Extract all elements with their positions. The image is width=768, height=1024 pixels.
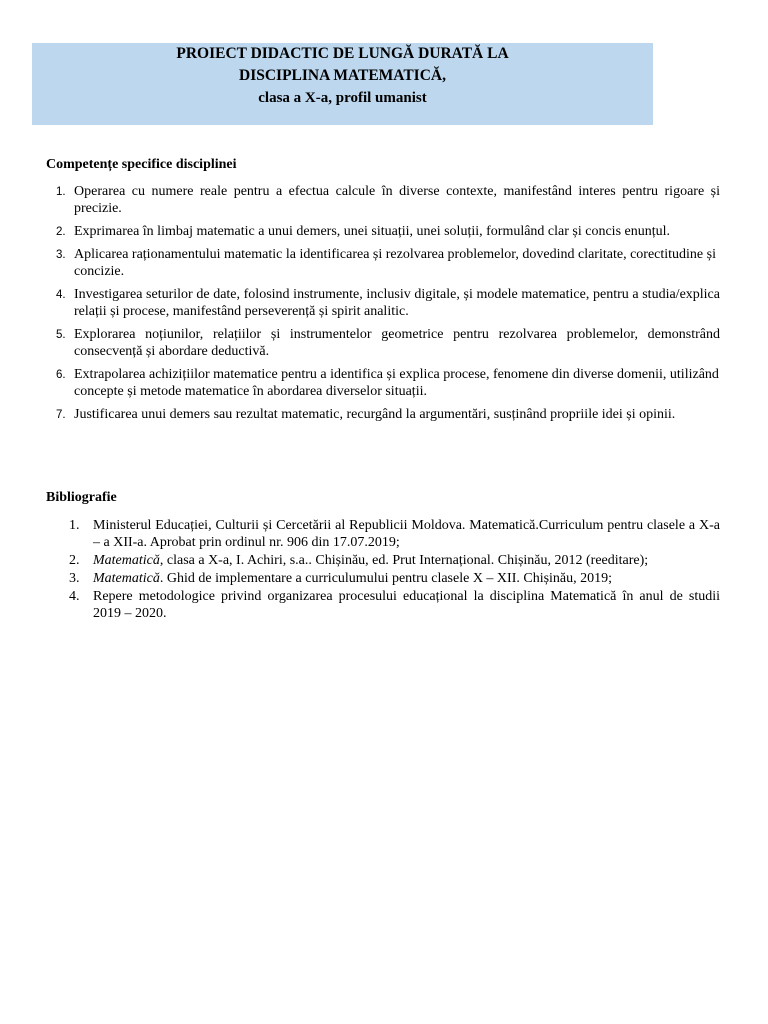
list-item-text: Ministerul Educației, Culturii și Cercetării al Republicii Moldova. Matematică.Curriculum pentru clasele a X-a – a XII-a. Aprobat prin ordinul nr. 906 din 17.07.2019;: [93, 518, 720, 550]
title-banner: [32, 43, 653, 125]
document-title-line-1: PROIECT DIDACTIC DE LUNGĂ DURATĂ LA: [176, 45, 509, 62]
list-item-number: 4.: [56, 289, 66, 301]
list-item: [46, 286, 720, 320]
list-item-text: Extrapolarea achizițiilor matematice pentru a identifica și explica procese, fenomene din diverse domenii, utilizând concepte și metode matematice în abordarea diverselor situații.: [74, 367, 719, 399]
list-item-number: 6.: [56, 369, 66, 381]
list-item-text: Investigarea seturilor de date, folosind instrumente, inclusiv digitale, și modele matematice, pentru a studia/explica relații și procese, manifestând perseverență și spirit analitic.: [74, 287, 720, 319]
list-item: [46, 366, 720, 400]
list-item-text: , clasa a X-a, I. Achiri, s.a.. Chișinău, ed. Prut Internațional. Chișinău, 2012 (reeditare);: [159, 553, 649, 568]
list-item-number: 2.: [56, 226, 66, 238]
list-item: [46, 223, 720, 240]
document-subtitle: clasa a X-a, profil umanist: [258, 90, 427, 106]
list-item: [46, 183, 720, 217]
list-item: [46, 246, 720, 280]
list-item-text: Aplicarea raționamentului matematic la identificarea și rezolvarea problemelor, dovedind claritate, corectitudine și concizie.: [74, 247, 716, 279]
list-item-text: . Ghid de implementare a curriculumului pentru clasele X – XII. Chișinău, 2019;: [159, 571, 613, 586]
bibliography-heading: Bibliografie: [46, 490, 117, 505]
list-item-number: 7.: [56, 409, 66, 421]
list-item: [46, 406, 720, 423]
list-item-number: 3.: [69, 571, 80, 586]
list-item: [46, 326, 720, 360]
list-item-text: Explorarea noțiunilor, relațiilor și instrumentelor geometrice pentru rezolvarea problemelor, demonstrând consecvență și abordare deductivă.: [74, 327, 720, 359]
list-item-number: 1.: [69, 518, 80, 533]
list-item-number: 4.: [69, 589, 80, 604]
list-item-number: 5.: [56, 329, 66, 341]
competencies-heading: Competențe specifice disciplinei: [46, 157, 237, 172]
list-item: [46, 552, 720, 569]
list-item: [46, 588, 720, 622]
competencies-list: [46, 183, 720, 429]
list-item-number: 3.: [56, 249, 66, 261]
list-item-text: Repere metodologice privind organizarea procesului educațional la disciplina Matematică în anul de studii 2019 – 2020.: [93, 589, 720, 621]
list-item-text: Operarea cu numere reale pentru a efectua calcule în diverse contexte, manifestând interes pentru rigoare și precizie.: [74, 184, 720, 216]
document-title-line-2: DISCIPLINA MATEMATICĂ,: [239, 67, 446, 84]
list-item: [46, 570, 720, 587]
list-item-italic: Matematică: [93, 571, 160, 586]
list-item-number: 2.: [69, 553, 80, 568]
list-item-text: Exprimarea în limbaj matematic a unui demers, unei situații, unei soluții, formulând clar și concis enunțul.: [74, 224, 671, 239]
list-item-text: Justificarea unui demers sau rezultat matematic, recurgând la argumentări, susținând propriile idei și opinii.: [74, 407, 676, 422]
list-item-number: 1.: [56, 186, 66, 198]
bibliography-list: [46, 517, 720, 623]
list-item: [46, 517, 720, 551]
list-item-italic: Matematică: [93, 553, 160, 568]
